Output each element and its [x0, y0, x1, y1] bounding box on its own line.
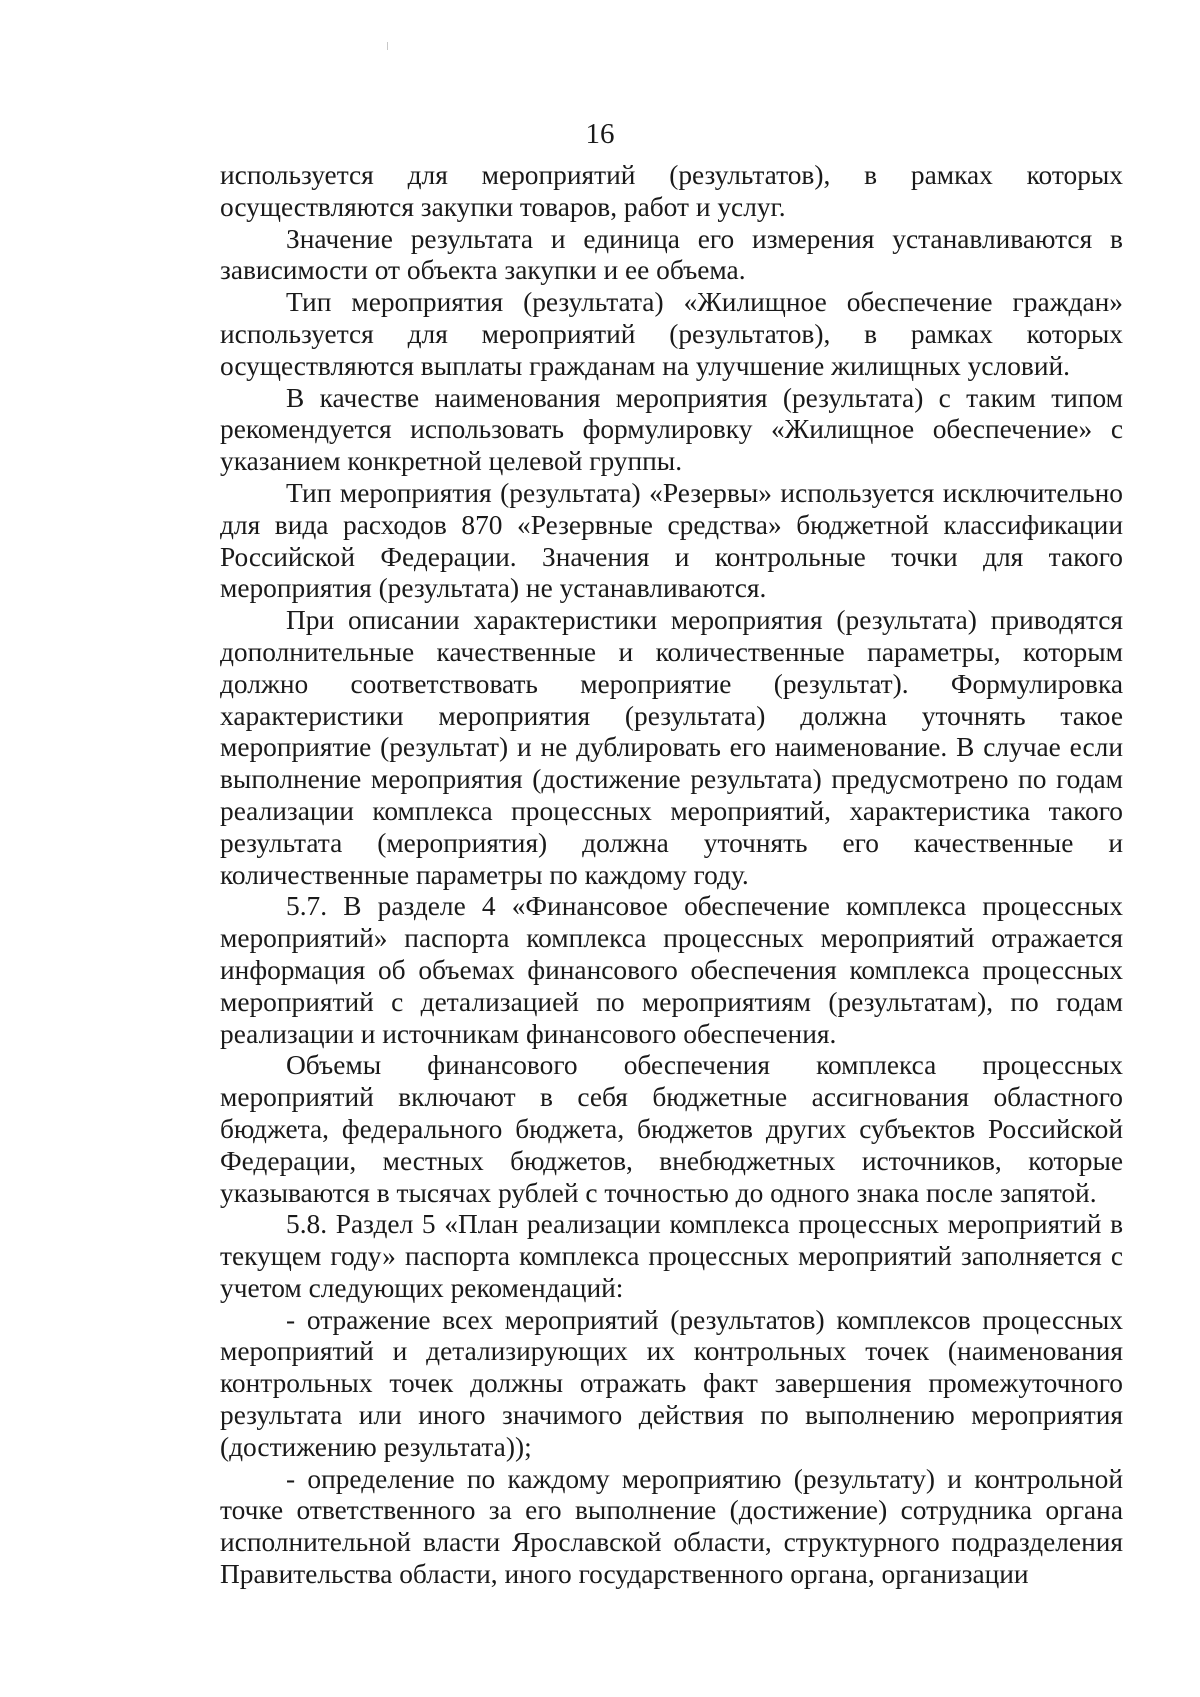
paragraph-2: Значение результата и единица его измерения устанавливаются в зависимости от объекта закупки и ее объема.: [220, 223, 1123, 286]
paragraph-10: - отражение всех мероприятий (результатов) комплексов процессных мероприятий и детализирующих их контрольных точек (наименования контрольных точек должны отражать факт завершения промежуточного результата или иного значимого действия по выполнению мероприятия (достижению результата));: [220, 1304, 1123, 1462]
paragraph-7: 5.7. В разделе 4 «Финансовое обеспечение комплекса процессных мероприятий» паспорта комплекса процессных мероприятий отражается информация об объемах финансового обеспечения комплекса процессных мероприятий с детализацией по мероприятиям (результатам), по годам реализации и источникам финансового обеспечения.: [220, 891, 1123, 1049]
document-body: [220, 160, 1123, 1591]
paragraph-5: Тип мероприятия (результата) «Резервы» используется исключительно для вида расходов 870 «Резервные средства» бюджетной классификации Российской Федерации. Значения и контрольные точки для такого мероприятия (результата) не устанавливаются.: [220, 477, 1123, 604]
scan-artifact: [387, 42, 388, 50]
paragraph-3: Тип мероприятия (результата) «Жилищное обеспечение граждан» используется для мероприятий (результатов), в рамках которых осуществляются выплаты гражданам на улучшение жилищных условий.: [220, 287, 1123, 381]
page-number: 16: [585, 118, 615, 150]
paragraph-8: Объемы финансового обеспечения комплекса процессных мероприятий включают в себя бюджетные ассигнования областного бюджета, федерального бюджета, бюджетов других субъектов Российской Федерации, местных бюджетов, внебюджетных источников, которые указываются в тысячах рублей с точностью до одного знака после запятой.: [220, 1050, 1123, 1208]
paragraph-4: В качестве наименования мероприятия (результата) с таким типом рекомендуется использовать формулировку «Жилищное обеспечение» с указанием конкретной целевой группы.: [220, 382, 1123, 477]
paragraph-11: - определение по каждому мероприятию (результату) и контрольной точке ответственного за его выполнение (достижение) сотрудника органа исполнительной власти Ярославской области, структурного подразделения Правительства области, иного государственного органа, организации: [220, 1463, 1123, 1590]
paragraph-6: При описании характеристики мероприятия (результата) приводятся дополнительные качественные и количественные параметры, которым должно соответствовать мероприятие (результат). Формулировка характеристики мероприятия (результата) должна уточнять такое мероприятие (результат) и не дублировать его наименование. В случае если выполнение мероприятия (достижение результата) предусмотрено по годам реализации комплекса процессных мероприятий, характеристика такого результата (мероприятия) должна уточнять его качественные и количественные параметры по каждому году.: [220, 605, 1123, 890]
paragraph-9: 5.8. Раздел 5 «План реализации комплекса процессных мероприятий в текущем году» паспорта комплекса процессных мероприятий заполняется с учетом следующих рекомендаций:: [220, 1209, 1123, 1303]
paragraph-1: используется для мероприятий (результатов), в рамках которых осуществляются закупки товаров, работ и услуг.: [220, 160, 1123, 222]
